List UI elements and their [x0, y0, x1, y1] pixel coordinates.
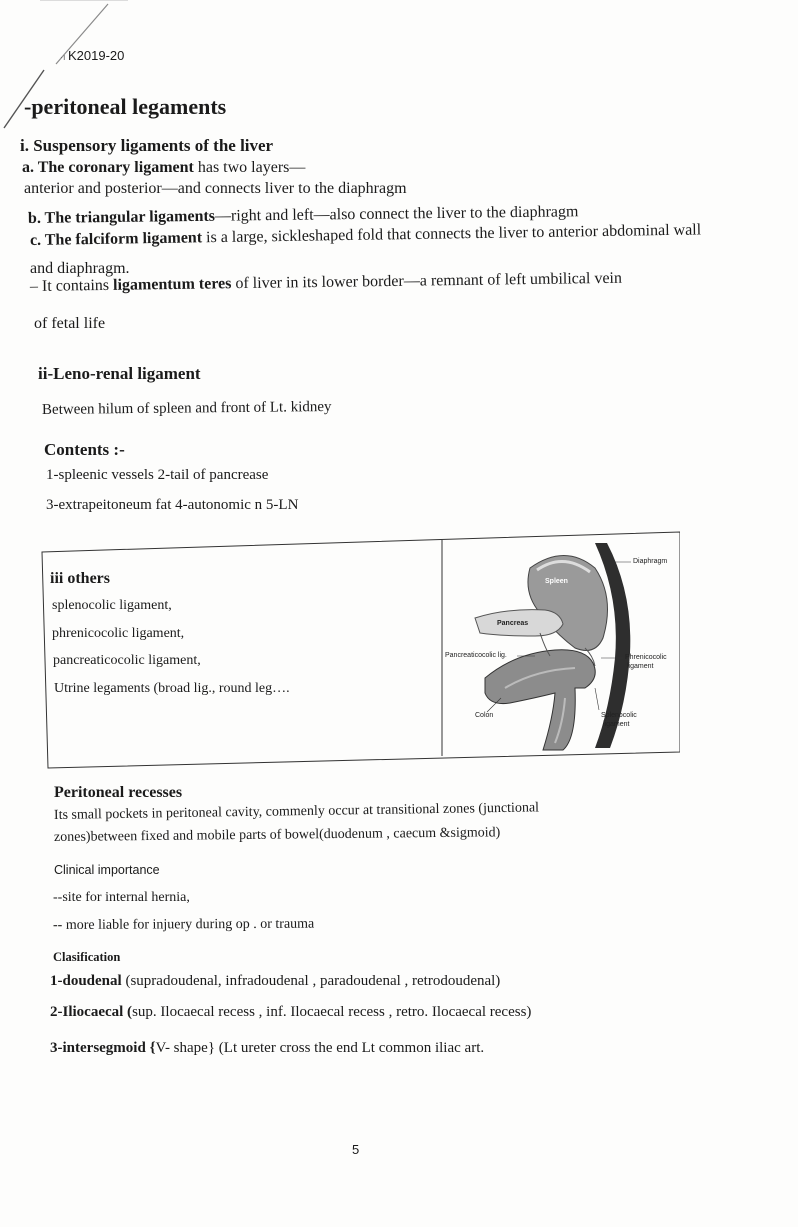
lenorenal-desc: Between hilum of spleen and front of Lt. kidney [41, 398, 332, 418]
recesses-desc-1: Its small pockets in peritoneal cavity, commenly occur at transitional zones (junctional [53, 800, 540, 823]
fig-label-phrenicocolic-2: ligament [627, 663, 654, 670]
others-item: splenocolic ligament, [52, 598, 172, 613]
teres-line: – It contains ligamentum teres of liver in its lower border—a remnant of left umbilical vein [29, 269, 623, 295]
contents-line-2: 3-extrapeitoneum fat 4-autonomic n 5-LN [46, 497, 299, 513]
fig-label-phrenicocolic: Phrenicocolic [625, 654, 667, 661]
recesses-desc-2: zones)between fixed and mobile parts of bowel(duodenum , caecum &sigmoid) [53, 825, 501, 845]
falciform-line: c. The falciform ligament is a large, sickleshaped fold that connects the liver to anterior abdominal wall [29, 221, 702, 249]
fig-label-spleen: Spleen [545, 578, 568, 585]
clinical-item-1: --site for internal hernia, [53, 890, 190, 905]
ligament-figure [445, 538, 675, 753]
recesses-heading: Peritoneal recesses [54, 784, 183, 801]
liver-heading: i. Suspensory ligaments of the liver [20, 136, 274, 155]
header-code: ·ı K2019-20 [60, 48, 125, 63]
others-heading: iii others [50, 570, 110, 587]
coronary-line: a. The coronary ligament has two layers— [22, 159, 306, 176]
others-item: Utrine legaments (broad lig., round leg…. [54, 681, 290, 696]
contents-line-1: 1-spleenic vessels 2-tail of pancrease [46, 467, 269, 483]
fig-label-pancreaticocolic: Pancreaticocolic lig. [445, 652, 507, 659]
others-item: phrenicocolic ligament, [52, 626, 185, 641]
fig-label-pancreas: Pancreas [497, 620, 529, 627]
contents-heading: Contents :- [44, 440, 125, 459]
fig-label-splenocolic-2: ligament [603, 721, 630, 728]
classification-item-2: 2-Iliocaecal (sup. Ilocaecal recess , inf. Ilocaecal recess , retro. Ilocaecal recess) [50, 1004, 532, 1020]
page-title: -peritoneal legaments [24, 94, 227, 119]
others-item: pancreaticocolic ligament, [53, 653, 201, 668]
fig-label-splenocolic: Splenocolic [601, 712, 637, 719]
triangular-line: b. The triangular ligaments—right and left—also connect the liver to the diaphragm [27, 203, 579, 227]
classification-item-1: 1-doudenal (supradoudenal, infradoudenal , paradoudenal , retrodoudenal) [50, 973, 501, 989]
fig-label-diaphragm: Diaphragm [633, 558, 668, 565]
clinical-heading: Clinical importance [54, 863, 160, 877]
fig-label-colon: Colon [475, 712, 494, 719]
clinical-item-2: -- more liable for injuery during op . or trauma [52, 916, 315, 933]
classification-heading: Clasification [53, 950, 121, 964]
falciform-line-2: and diaphragm. [30, 260, 130, 277]
others-box [40, 530, 680, 768]
teres-line-2: of fetal life [34, 315, 106, 332]
lenorenal-heading: ii-Leno-renal ligament [38, 364, 201, 383]
classification-item-3: 3-intersegmoid {V- shape} (Lt ureter cross the end Lt common iliac art. [50, 1040, 485, 1056]
coronary-line-2: anterior and posterior—and connects liver to the diaphragm [24, 180, 407, 197]
ligament-illustration [445, 538, 675, 753]
page-number: 5 [352, 1142, 360, 1157]
